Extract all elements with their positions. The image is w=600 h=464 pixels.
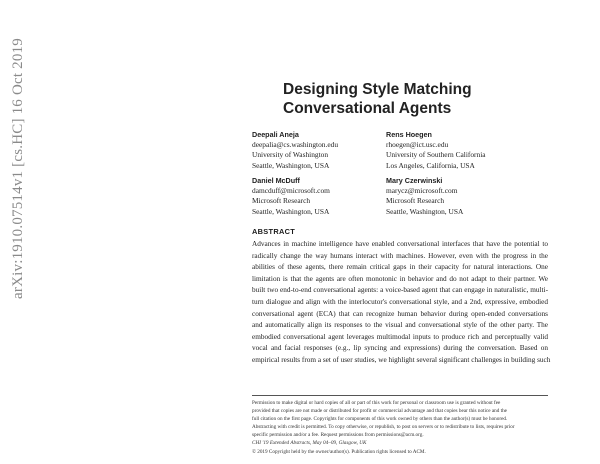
paper-title (283, 80, 543, 118)
arxiv-stamp (6, 18, 30, 318)
abstract-line: radically change the way humans interact with machines. However, even with the progress in the (252, 251, 548, 260)
author-location: Seattle, Washington, USA (386, 206, 464, 216)
abstract-line: and automatically align its responses to the visual and conversational style of the other party. The (252, 321, 548, 330)
author-affiliation: University of Washington (252, 150, 329, 160)
abstract-line: conversational agent (ECA) that can recognize human behavior during open-ended conversations (252, 309, 548, 318)
author-block (386, 130, 486, 171)
abstract-line: built two end-to-end conversational agents: a voice-based agent that can engage in naturalistic, multi- (252, 286, 548, 295)
footnote-line: Abstracting with credit is permitted. To copy otherwise, or republish, to post on servers or to redistribute to lists, requires prior (252, 424, 515, 431)
title-line-2: Conversational Agents (283, 100, 452, 117)
author-location: Los Angeles, California, USA (386, 160, 475, 170)
author-location: Seattle, Washington, USA (252, 160, 330, 170)
author-email: damcduff@microsoft.com (252, 186, 330, 196)
author-affiliation: Microsoft Research (386, 196, 445, 206)
author-location: Seattle, Washington, USA (252, 206, 330, 216)
author-block (252, 176, 330, 217)
author-name: Mary Czerwinski (386, 176, 443, 185)
arxiv-identifier: arXiv:1910.07514v1 [cs.HC] 16 Oct 2019 (9, 37, 26, 299)
author-email: rhoegen@ict.usc.edu (386, 140, 449, 150)
abstract-line: abilities of these agents, there remain critical gaps in their capacity for natural interactions. One (252, 263, 548, 272)
footnote-line: specific permission and/or a fee. Request permissions from permissions@acm.org. (252, 432, 424, 439)
author-block (386, 176, 463, 217)
abstract-line: Advances in machine intelligence have enabled conversational interfaces that have the potential to (252, 240, 548, 248)
author-email: marycz@microsoft.com (386, 186, 458, 196)
author-email: deepalia@cs.washington.edu (252, 140, 339, 150)
author-block (252, 130, 338, 171)
abstract-line: embodied conversational agent leverages multimodal inputs to produce rich and perceptually valid (252, 332, 548, 341)
abstract-line: limitation is that the agents are often monotonic in behavior and do not adapt to their partner. We (252, 274, 548, 283)
abstract-line: turn dialogue and align with the interlocutor's conversational style, and a 2nd, expressive, embodied (252, 297, 548, 306)
author-affiliation: Microsoft Research (252, 196, 311, 206)
author-name: Daniel McDuff (252, 176, 300, 185)
conference-venue: CHI '19 Extended Abstracts, May 04–09, Glasgow, UK (252, 440, 367, 447)
author-affiliation: University of Southern California (386, 150, 486, 160)
footnote-line: full citation on the first page. Copyrights for components of this work owned by others than the author(s) must be honored. (252, 416, 508, 423)
copyright-footnote (252, 399, 548, 456)
footnote-line: Permission to make digital or hard copies of all or part of this work for personal or classroom use is granted without fee (252, 400, 501, 406)
author-name: Rens Hoegen (386, 130, 432, 139)
abstract-line: vocal and facial responses (e.g., lip syncing and expressions) during the conversation. Based on (252, 344, 548, 353)
abstract-heading: ABSTRACT (252, 227, 296, 236)
footnote-line: provided that copies are not made or distributed for profit or commercial advantage and that copies bear this notice and the (252, 408, 507, 415)
abstract-line: empirical results from a set of user studies, we highlight several significant challenges in building such (252, 355, 551, 364)
author-name: Deepali Aneja (252, 130, 299, 139)
footnote-divider (252, 395, 548, 396)
copyright-notice: © 2019 Copyright held by the owner/author(s). Publication rights licensed to ACM. (252, 448, 426, 455)
abstract-body (252, 239, 551, 367)
title-line-1: Designing Style Matching (283, 81, 472, 98)
